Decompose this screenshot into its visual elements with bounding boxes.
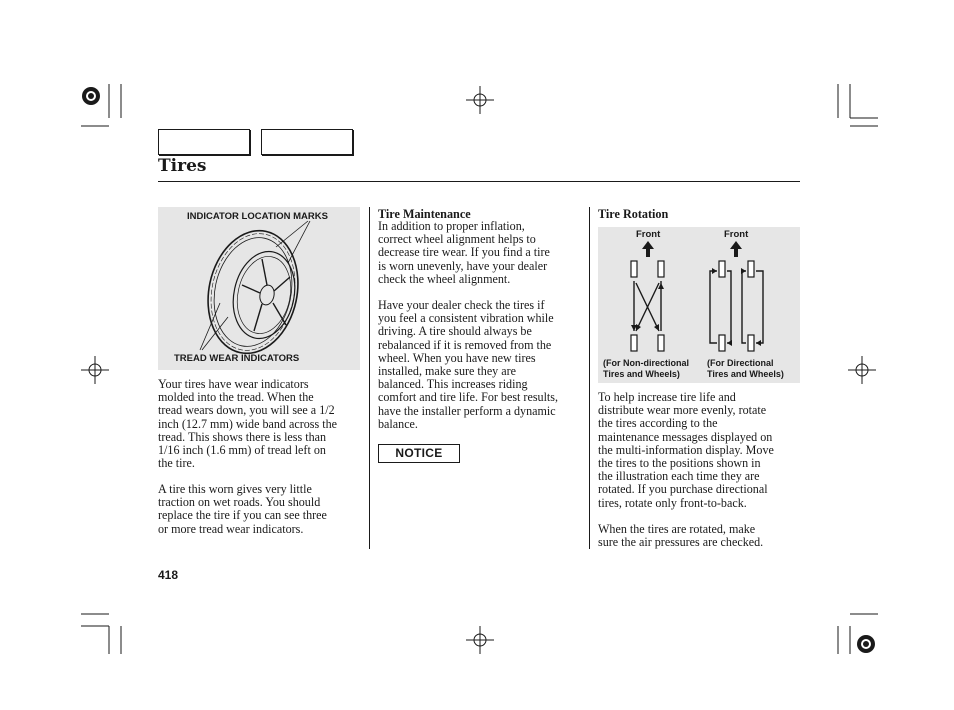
indicator-location-label: INDICATOR LOCATION MARKS (187, 211, 328, 222)
tire-drawing (158, 207, 360, 370)
column-divider-1 (369, 207, 370, 549)
wear-indicator-paragraph: Your tires have wear indicators molded into the tread. When the tread wears down, you will see a 1/2 inch (12.7 mm) wide band across the tread. This shows there is less than 1/16 inch (1.6 mm) of tread left on the tire. (158, 377, 338, 471)
non-directional-caption: (For Non-directional Tires and Wheels) (603, 358, 689, 379)
worn-tire-paragraph: A tire this worn gives very little traction on wet roads. You should replace the tire if you can see three or more tread wear indicators. (158, 482, 327, 536)
rotation-paragraph: To help increase tire life and distribute wear more evenly, rotate the tires according to the maintenance messages displayed on the multi-information display. Move the tires to the positions shown in the illustration each time they are rotated. If you purchase directional tires, rotate only front-to-back. (598, 390, 774, 510)
arrow-up-icon (730, 241, 742, 257)
front-label-left: Front (636, 229, 661, 240)
alignment-paragraph: In addition to proper inflation, correct wheel alignment helps to decrease tire wear. If you find a tire is worn unevenly, have your dealer check the wheel alignment. (378, 219, 550, 286)
front-label-right: Front (724, 229, 749, 240)
directional-caption: (For Directional Tires and Wheels) (707, 358, 784, 379)
notice-badge: NOTICE (378, 444, 460, 463)
rotation-pattern (598, 227, 800, 383)
header-tab-1 (158, 129, 250, 155)
title-rule (158, 181, 800, 182)
header-tab-2 (261, 129, 353, 155)
arrow-up-icon (642, 241, 654, 257)
page-title: Tires (158, 156, 207, 176)
tread-wear-label: TREAD WEAR INDICATORS (174, 353, 300, 364)
page-number: 418 (158, 568, 179, 582)
column-divider-2 (589, 207, 590, 549)
balance-paragraph: Have your dealer check the tires if you feel a consistent vibration while driving. A tire should always be rebalanced if it is removed from the wheel. When you have new tires installed, make sure they are balanced. This increases riding comfort and tire life. For best results, have the installer perform a dynamic balance. (378, 298, 559, 431)
air-pressure-paragraph: When the tires are rotated, make sure the air pressures are checked. (598, 522, 764, 550)
tire-maintenance-heading: Tire Maintenance (378, 207, 471, 221)
tire-rotation-heading: Tire Rotation (598, 207, 669, 221)
